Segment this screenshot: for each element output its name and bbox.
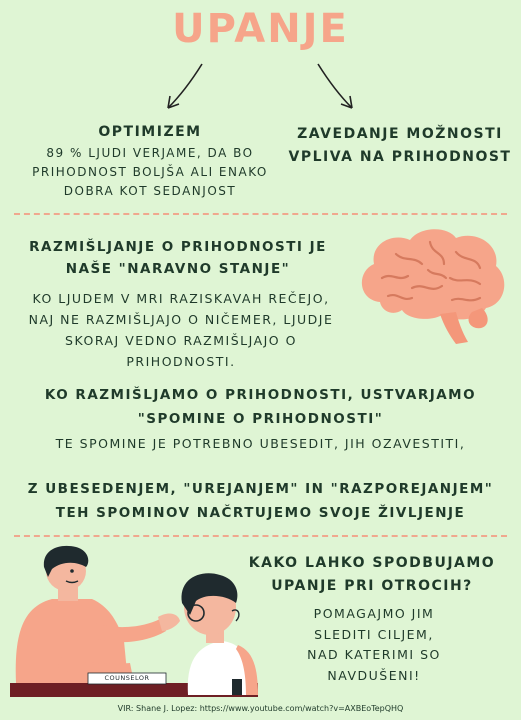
natural-state-line: RAZMIŠLJANJE O PRIHODNOSTI JE <box>29 239 327 255</box>
influence-line: VPLIVA NA PRIHODNOST <box>288 149 512 165</box>
optimism-line: DOBRA KOT SEDANJOST <box>63 184 237 198</box>
planning-line: TEH SPOMINOV NAČRTUJEMO SVOJE ŽIVLJENJE <box>55 505 466 521</box>
optimism-line: 89 % LJUDI VERJAME, DA BO <box>46 146 254 160</box>
help-line: NAVDUŠENI! <box>327 667 421 683</box>
encourage-heading <box>222 552 521 598</box>
page-title: UPANJE <box>172 6 349 52</box>
section-divider <box>14 535 507 537</box>
influence-line: ZAVEDANJE MOŽNOSTI <box>297 126 503 142</box>
brain-icon <box>352 222 512 352</box>
mri-line: SKORAJ VEDNO RAZMIŠLJAJO O <box>65 333 297 348</box>
section-divider <box>14 213 507 215</box>
counselor-name-plate: COUNSELOR <box>104 674 150 682</box>
help-line: POMAGAJMO JIM <box>313 606 435 621</box>
optimism-line: PRIHODNOST BOLJŠA ALI ENAKO <box>32 165 268 179</box>
help-line: NAD KATERIMI SO <box>307 647 441 662</box>
arrow-left-icon <box>160 60 210 115</box>
planning-heading <box>0 477 521 525</box>
mri-line: NAJ NE RAZMIŠLJAJO O NIČEMER, LJUDJE <box>28 312 334 327</box>
memories-text: TE SPOMINE JE POTREBNO UBESEDIT, JIH OZAVESTITI, <box>55 436 466 451</box>
optimism-text <box>15 144 285 201</box>
natural-state-heading <box>18 236 338 280</box>
mri-text <box>6 288 356 372</box>
future-memories-line: "SPOMINE O PRIHODNOSTI" <box>137 411 384 427</box>
encourage-line: UPANJE PRI OTROCIH? <box>271 578 473 594</box>
mri-line: PRIHODNOSTI. <box>126 354 236 369</box>
future-memories-line: KO RAZMIŠLJAMO O PRIHODNOSTI, USTVARJAMO <box>44 387 477 403</box>
natural-state-line: NAŠE "NARAVNO STANJE" <box>65 261 291 277</box>
source-footer: VIR: Shane J. Lopez: https://www.youtube.com/watch?v=AXBEoTepQHQ <box>117 704 404 713</box>
influence-heading <box>280 123 520 169</box>
planning-line: Z UBESEDENJEM, "UREJANJEM" IN "RAZPOREJANJEM" <box>27 481 494 497</box>
future-memories-heading <box>0 383 521 431</box>
mri-line: KO LJUDEM V MRI RAZISKAVAH REČEJO, <box>32 291 330 306</box>
help-text <box>250 604 498 686</box>
encourage-line: KAKO LAHKO SPODBUJAMO <box>248 555 496 571</box>
optimism-heading: OPTIMIZEM <box>98 124 202 140</box>
help-line: SLEDITI CILJEM, <box>314 626 434 642</box>
arrow-right-icon <box>312 60 362 115</box>
